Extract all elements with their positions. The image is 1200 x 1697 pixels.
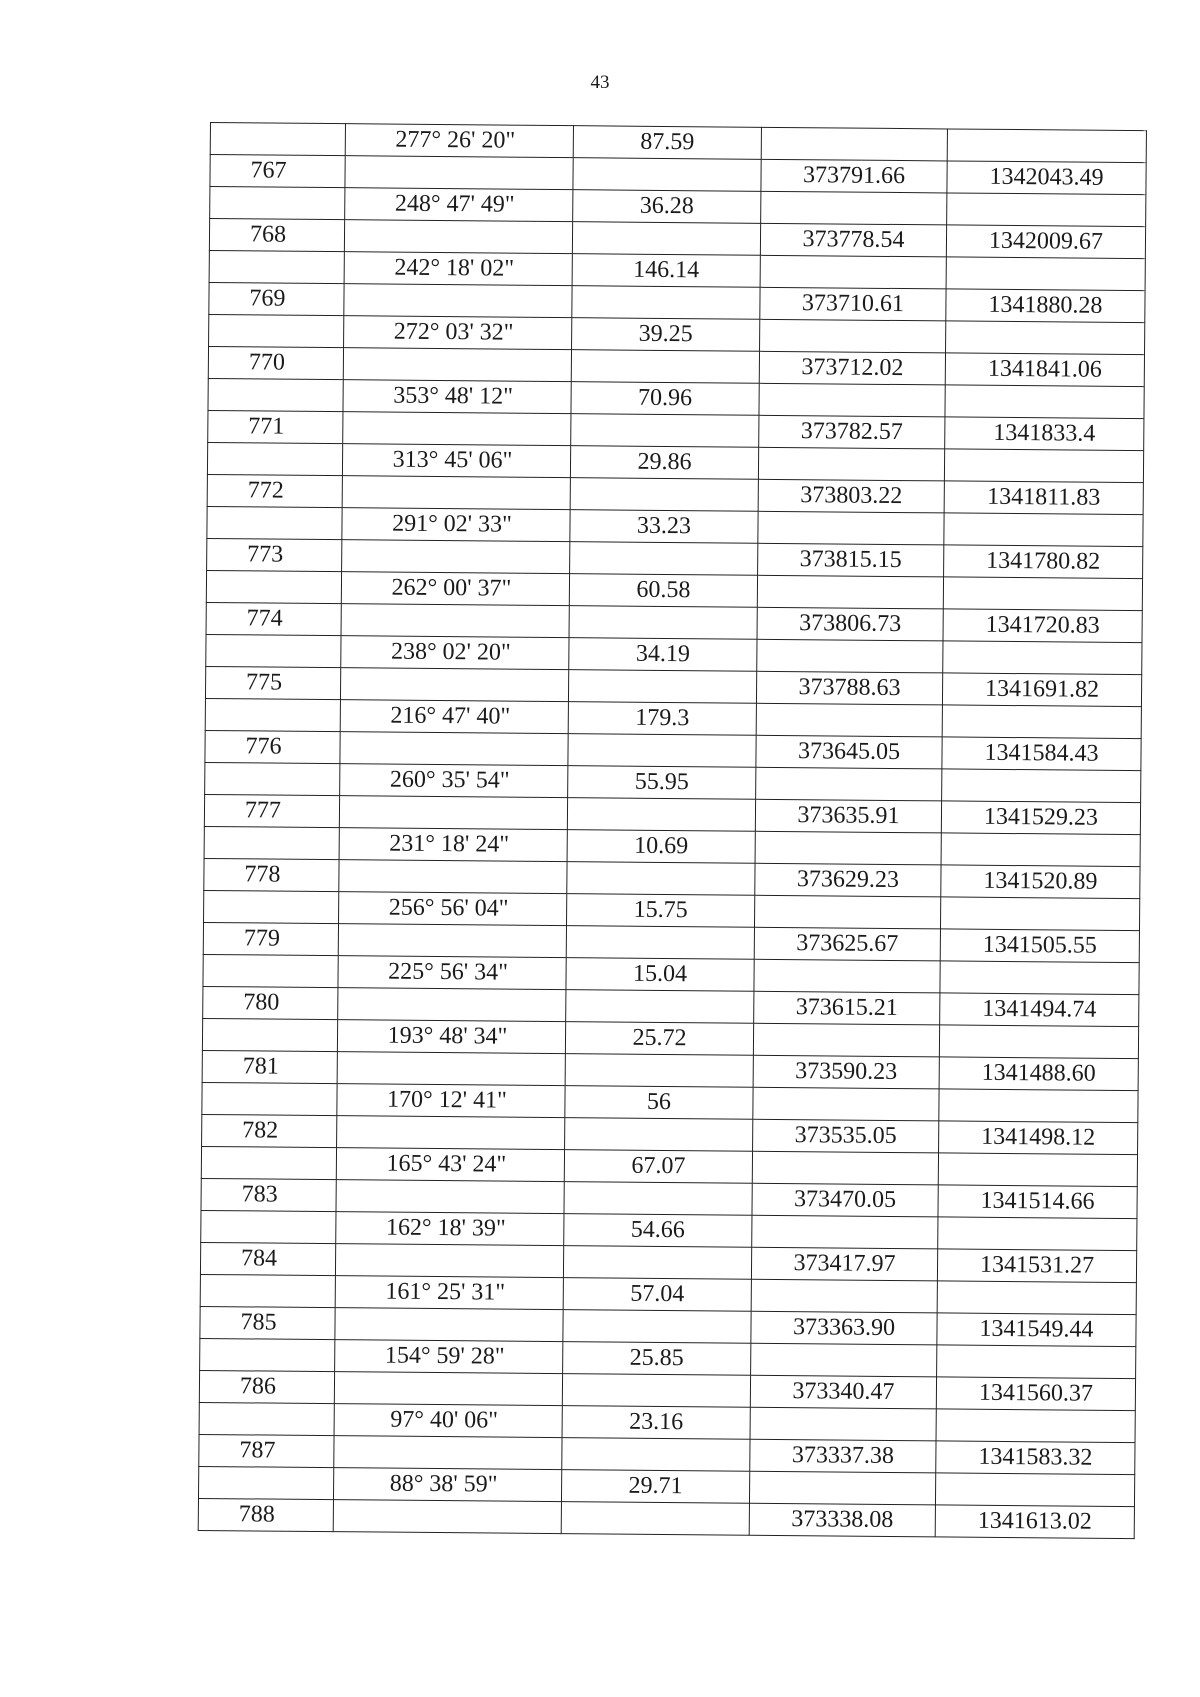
bearing-cell: 216° 47' 40" bbox=[340, 700, 568, 734]
station-cell bbox=[208, 378, 343, 411]
distance-cell: 23.16 bbox=[562, 1406, 750, 1440]
station-cell: 770 bbox=[208, 346, 343, 379]
easting-cell bbox=[756, 767, 942, 801]
bearing-cell bbox=[343, 348, 571, 382]
distance-cell bbox=[570, 542, 758, 576]
easting-cell: 373645.05 bbox=[756, 735, 942, 769]
northing-cell bbox=[938, 1217, 1137, 1251]
northing-cell bbox=[942, 769, 1141, 803]
distance-cell bbox=[572, 286, 760, 320]
station-cell: 778 bbox=[204, 858, 339, 891]
station-cell bbox=[206, 570, 341, 603]
bearing-cell: 291° 02' 33" bbox=[342, 508, 570, 542]
easting-cell: 373806.73 bbox=[757, 607, 943, 641]
bearing-cell bbox=[339, 860, 567, 894]
bearing-cell bbox=[339, 796, 567, 830]
easting-cell bbox=[759, 383, 945, 417]
easting-cell bbox=[760, 255, 946, 289]
easting-cell: 373417.97 bbox=[751, 1247, 937, 1281]
easting-cell: 373778.54 bbox=[760, 223, 946, 257]
easting-cell bbox=[753, 1023, 939, 1057]
distance-cell: 15.04 bbox=[566, 958, 754, 992]
easting-cell: 373629.23 bbox=[755, 863, 941, 897]
easting-cell bbox=[752, 1151, 938, 1185]
northing-cell: 1341514.66 bbox=[938, 1185, 1137, 1219]
distance-cell: 67.07 bbox=[564, 1150, 752, 1184]
station-cell: 774 bbox=[206, 602, 341, 635]
station-cell bbox=[206, 634, 341, 667]
easting-cell bbox=[755, 831, 941, 865]
distance-cell bbox=[564, 1182, 752, 1216]
bearing-cell bbox=[341, 604, 569, 638]
northing-cell bbox=[939, 1089, 1138, 1123]
distance-cell: 56 bbox=[565, 1086, 753, 1120]
distance-cell bbox=[569, 606, 757, 640]
station-cell: 780 bbox=[203, 986, 338, 1019]
easting-cell bbox=[752, 1215, 938, 1249]
bearing-cell bbox=[337, 1116, 565, 1150]
northing-cell bbox=[943, 577, 1142, 611]
northing-cell bbox=[944, 449, 1143, 483]
distance-cell bbox=[567, 798, 755, 832]
station-cell bbox=[205, 762, 340, 795]
distance-cell: 55.95 bbox=[568, 766, 756, 800]
northing-cell: 1341880.28 bbox=[946, 289, 1145, 323]
page-number: 43 bbox=[590, 72, 610, 93]
easting-cell: 373338.08 bbox=[749, 1503, 935, 1537]
distance-cell: 179.3 bbox=[568, 702, 756, 736]
easting-cell bbox=[761, 191, 947, 225]
distance-cell bbox=[563, 1246, 751, 1280]
bearing-cell: 313° 45' 06" bbox=[342, 444, 570, 478]
station-cell bbox=[209, 250, 344, 283]
distance-cell bbox=[563, 1310, 751, 1344]
bearing-cell bbox=[345, 156, 573, 190]
distance-cell: 36.28 bbox=[573, 190, 761, 224]
northing-cell: 1341691.82 bbox=[942, 673, 1141, 707]
distance-cell: 34.19 bbox=[569, 638, 757, 672]
northing-cell: 1341560.37 bbox=[936, 1377, 1135, 1411]
station-cell: 767 bbox=[210, 155, 345, 188]
easting-cell bbox=[751, 1279, 937, 1313]
station-cell: 781 bbox=[202, 1050, 337, 1083]
northing-cell: 1341549.44 bbox=[937, 1313, 1136, 1347]
bearing-cell: 256° 56' 04" bbox=[339, 892, 567, 926]
distance-cell bbox=[567, 862, 755, 896]
distance-cell: 87.59 bbox=[573, 126, 761, 160]
bearing-cell bbox=[342, 476, 570, 510]
easting-cell: 373535.05 bbox=[753, 1119, 939, 1153]
bearing-cell bbox=[340, 668, 568, 702]
bearing-cell: 231° 18' 24" bbox=[339, 828, 567, 862]
easting-cell: 373363.90 bbox=[751, 1311, 937, 1345]
northing-cell bbox=[946, 257, 1145, 291]
distance-cell bbox=[566, 990, 754, 1024]
northing-cell bbox=[944, 513, 1143, 547]
distance-cell: 29.71 bbox=[561, 1470, 749, 1504]
station-cell bbox=[204, 826, 339, 859]
distance-cell bbox=[561, 1502, 749, 1536]
distance-cell bbox=[565, 1054, 753, 1088]
northing-cell: 1341520.89 bbox=[941, 865, 1140, 899]
station-cell bbox=[204, 890, 339, 923]
station-cell: 786 bbox=[199, 1370, 334, 1403]
station-cell: 775 bbox=[205, 666, 340, 699]
station-cell: 771 bbox=[208, 410, 343, 443]
distance-cell bbox=[571, 350, 759, 384]
easting-cell bbox=[758, 511, 944, 545]
distance-cell: 15.75 bbox=[567, 894, 755, 928]
distance-cell bbox=[562, 1438, 750, 1472]
bearing-cell: 242° 18' 02" bbox=[344, 252, 572, 286]
easting-cell bbox=[754, 959, 940, 993]
station-cell: 773 bbox=[207, 538, 342, 571]
station-cell: 782 bbox=[202, 1114, 337, 1147]
easting-cell: 373712.02 bbox=[759, 351, 945, 385]
easting-cell: 373635.91 bbox=[755, 799, 941, 833]
bearing-cell: 154° 59' 28" bbox=[335, 1340, 563, 1374]
bearing-cell bbox=[336, 1180, 564, 1214]
station-cell bbox=[203, 954, 338, 987]
northing-cell: 1341720.83 bbox=[943, 609, 1142, 643]
bearing-cell: 165° 43' 24" bbox=[336, 1148, 564, 1182]
easting-cell: 373590.23 bbox=[753, 1055, 939, 1089]
easting-cell: 373337.38 bbox=[750, 1439, 936, 1473]
distance-cell: 54.66 bbox=[564, 1214, 752, 1248]
bearing-cell: 225° 56' 34" bbox=[338, 956, 566, 990]
station-cell: 784 bbox=[200, 1242, 335, 1275]
bearing-cell: 162° 18' 39" bbox=[336, 1212, 564, 1246]
northing-cell bbox=[940, 961, 1139, 995]
northing-cell bbox=[941, 833, 1140, 867]
distance-cell: 25.85 bbox=[563, 1342, 751, 1376]
northing-cell: 1341505.55 bbox=[940, 929, 1139, 963]
distance-cell bbox=[572, 222, 760, 256]
easting-cell bbox=[750, 1407, 936, 1441]
station-cell: 769 bbox=[209, 282, 344, 315]
northing-cell: 1341584.43 bbox=[942, 737, 1141, 771]
station-cell: 785 bbox=[200, 1306, 335, 1339]
bearing-cell bbox=[340, 732, 568, 766]
easting-cell bbox=[751, 1343, 937, 1377]
distance-cell bbox=[565, 1118, 753, 1152]
station-cell bbox=[207, 506, 342, 539]
station-cell bbox=[205, 698, 340, 731]
distance-cell: 25.72 bbox=[565, 1022, 753, 1056]
bearing-cell: 262° 00' 37" bbox=[341, 572, 569, 606]
easting-cell bbox=[753, 1087, 939, 1121]
northing-cell: 1341583.32 bbox=[936, 1441, 1135, 1475]
bearing-cell bbox=[337, 1052, 565, 1086]
northing-cell: 1341531.27 bbox=[937, 1249, 1136, 1283]
easting-cell: 373803.22 bbox=[758, 479, 944, 513]
bearing-cell bbox=[335, 1244, 563, 1278]
northing-cell: 1341841.06 bbox=[945, 353, 1144, 387]
table-body bbox=[198, 123, 1146, 1539]
northing-cell bbox=[936, 1409, 1135, 1443]
bearing-cell bbox=[338, 988, 566, 1022]
distance-cell bbox=[573, 158, 761, 192]
distance-cell bbox=[562, 1374, 750, 1408]
northing-cell: 1341613.02 bbox=[935, 1505, 1134, 1539]
distance-cell bbox=[568, 734, 756, 768]
distance-cell: 10.69 bbox=[567, 830, 755, 864]
bearing-cell: 238° 02' 20" bbox=[341, 636, 569, 670]
survey-coordinates-table bbox=[198, 122, 1147, 1539]
northing-cell bbox=[938, 1153, 1137, 1187]
northing-cell: 1341811.83 bbox=[944, 481, 1143, 515]
northing-cell bbox=[947, 193, 1146, 227]
distance-cell bbox=[566, 926, 754, 960]
bearing-cell bbox=[344, 220, 572, 254]
bearing-cell: 260° 35' 54" bbox=[340, 764, 568, 798]
easting-cell bbox=[756, 703, 942, 737]
easting-cell: 373788.63 bbox=[756, 671, 942, 705]
bearing-cell: 97° 40' 06" bbox=[334, 1404, 562, 1438]
bearing-cell: 248° 47' 49" bbox=[345, 188, 573, 222]
northing-cell: 1341780.82 bbox=[944, 545, 1143, 579]
station-cell: 787 bbox=[199, 1434, 334, 1467]
distance-cell: 39.25 bbox=[572, 318, 760, 352]
station-cell: 777 bbox=[204, 794, 339, 827]
northing-cell bbox=[942, 705, 1141, 739]
easting-cell: 373815.15 bbox=[758, 543, 944, 577]
bearing-cell bbox=[338, 924, 566, 958]
distance-cell: 33.23 bbox=[570, 510, 758, 544]
station-cell bbox=[200, 1274, 335, 1307]
bearing-cell: 272° 03' 32" bbox=[344, 316, 572, 350]
easting-cell: 373470.05 bbox=[752, 1183, 938, 1217]
station-cell: 779 bbox=[203, 922, 338, 955]
northing-cell bbox=[939, 1025, 1138, 1059]
station-cell: 783 bbox=[201, 1178, 336, 1211]
bearing-cell bbox=[333, 1500, 561, 1534]
station-cell bbox=[202, 1018, 337, 1051]
distance-cell bbox=[568, 670, 756, 704]
bearing-cell bbox=[343, 412, 571, 446]
easting-cell bbox=[757, 639, 943, 673]
easting-cell: 373710.61 bbox=[760, 287, 946, 321]
northing-cell: 1341498.12 bbox=[939, 1121, 1138, 1155]
easting-cell: 373340.47 bbox=[750, 1375, 936, 1409]
bearing-cell: 193° 48' 34" bbox=[337, 1020, 565, 1054]
easting-cell: 373625.67 bbox=[754, 927, 940, 961]
northing-cell: 1341833.4 bbox=[945, 417, 1144, 451]
station-cell bbox=[201, 1146, 336, 1179]
northing-cell bbox=[946, 321, 1145, 355]
bearing-cell bbox=[334, 1372, 562, 1406]
easting-cell bbox=[749, 1471, 935, 1505]
station-cell bbox=[210, 187, 345, 220]
northing-cell bbox=[937, 1281, 1136, 1315]
distance-cell: 70.96 bbox=[571, 382, 759, 416]
easting-cell bbox=[760, 319, 946, 353]
distance-cell: 29.86 bbox=[570, 446, 758, 480]
station-cell bbox=[202, 1082, 337, 1115]
northing-cell: 1342043.49 bbox=[947, 161, 1146, 195]
easting-cell bbox=[761, 127, 947, 161]
station-cell bbox=[198, 1466, 333, 1499]
station-cell: 772 bbox=[207, 474, 342, 507]
distance-cell: 60.58 bbox=[569, 574, 757, 608]
northing-cell bbox=[947, 129, 1146, 163]
bearing-cell: 353° 48' 12" bbox=[343, 380, 571, 414]
easting-cell: 373615.21 bbox=[754, 991, 940, 1025]
bearing-cell bbox=[344, 284, 572, 318]
bearing-cell bbox=[334, 1436, 562, 1470]
distance-cell: 57.04 bbox=[563, 1278, 751, 1312]
station-cell bbox=[207, 442, 342, 475]
station-row bbox=[198, 1498, 1134, 1538]
distance-cell: 146.14 bbox=[572, 254, 760, 288]
easting-cell bbox=[754, 895, 940, 929]
station-cell bbox=[199, 1402, 334, 1435]
bearing-cell: 161° 25' 31" bbox=[335, 1276, 563, 1310]
easting-cell bbox=[758, 447, 944, 481]
bearing-cell bbox=[342, 540, 570, 574]
northing-cell bbox=[935, 1473, 1134, 1507]
station-cell bbox=[200, 1338, 335, 1371]
easting-cell bbox=[757, 575, 943, 609]
easting-cell: 373782.57 bbox=[759, 415, 945, 449]
station-cell: 776 bbox=[205, 730, 340, 763]
easting-cell: 373791.66 bbox=[761, 159, 947, 193]
station-cell: 768 bbox=[209, 219, 344, 252]
northing-cell: 1341529.23 bbox=[941, 801, 1140, 835]
station-cell bbox=[201, 1210, 336, 1243]
northing-cell: 1341488.60 bbox=[939, 1057, 1138, 1091]
northing-cell bbox=[943, 641, 1142, 675]
northing-cell bbox=[937, 1345, 1136, 1379]
northing-cell bbox=[945, 385, 1144, 419]
distance-cell bbox=[571, 414, 759, 448]
bearing-cell: 170° 12' 41" bbox=[337, 1084, 565, 1118]
northing-cell: 1341494.74 bbox=[940, 993, 1139, 1027]
bearing-cell: 88° 38' 59" bbox=[333, 1468, 561, 1502]
station-cell bbox=[209, 314, 344, 347]
station-cell bbox=[210, 123, 345, 156]
northing-cell: 1342009.67 bbox=[946, 225, 1145, 259]
distance-cell bbox=[570, 478, 758, 512]
northing-cell bbox=[940, 897, 1139, 931]
bearing-cell: 277° 26' 20" bbox=[345, 124, 573, 158]
bearing-cell bbox=[335, 1308, 563, 1342]
station-cell: 788 bbox=[198, 1498, 333, 1531]
